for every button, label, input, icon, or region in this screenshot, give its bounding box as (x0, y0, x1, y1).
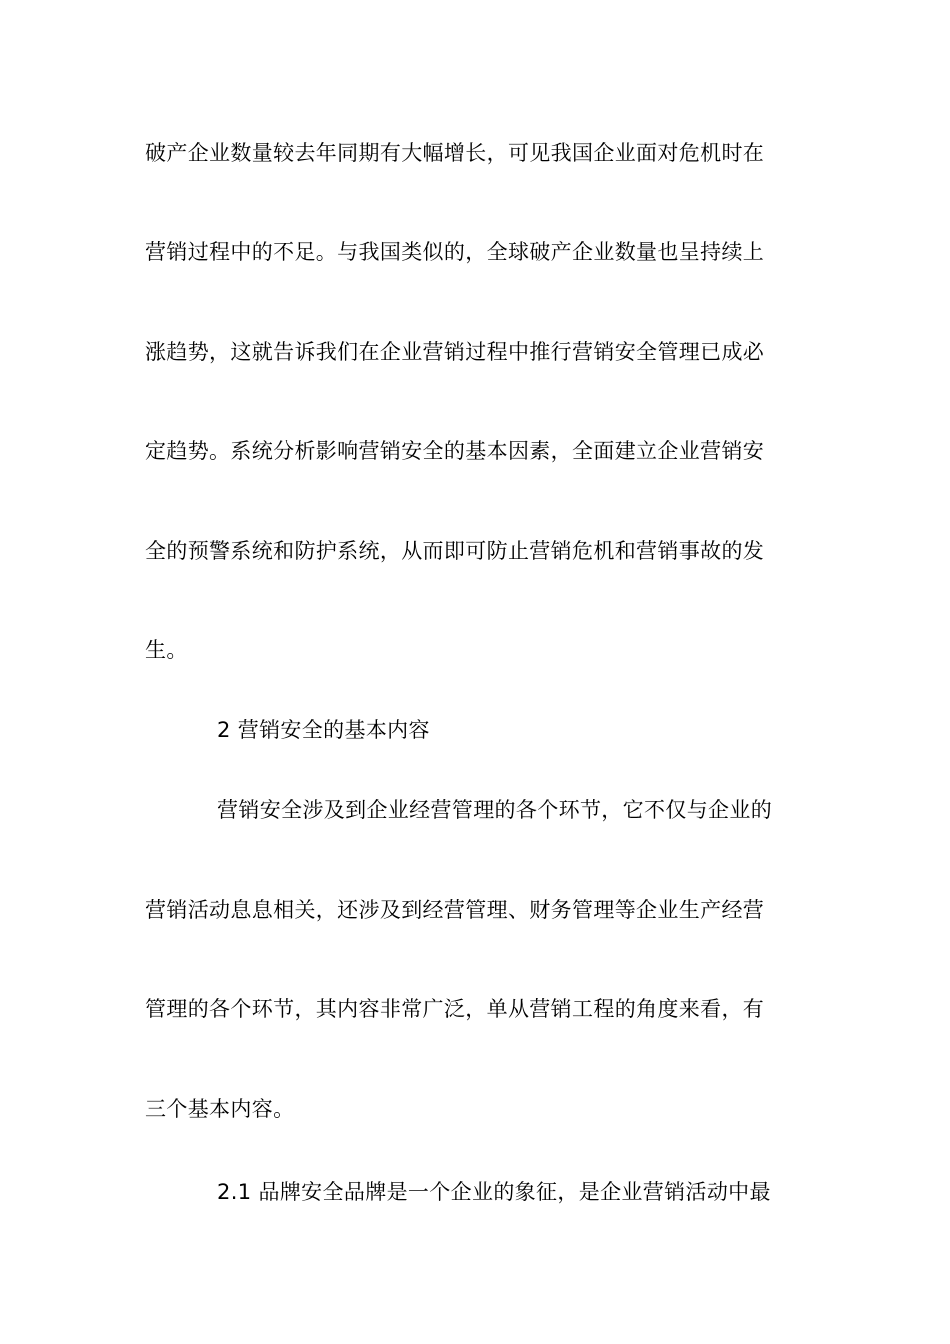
section-heading: 2 营销安全的基本内容 (217, 718, 430, 742)
text-line: 涨趋势，这就告诉我们在企业营销过程中推行营销安全管理已成必 (145, 340, 765, 364)
text-line: 全的预警系统和防护系统，从而即可防止营销危机和营销事故的发 (145, 539, 765, 563)
text-line: 定趋势。系统分析影响营销安全的基本因素，全面建立企业营销安 (145, 439, 765, 463)
text-line: 营销安全涉及到企业经营管理的各个环节，它不仅与企业的 (217, 798, 773, 822)
text-line: 管理的各个环节，其内容非常广泛，单从营销工程的角度来看，有 (145, 997, 765, 1021)
text-line: 破产企业数量较去年同期有大幅增长，可见我国企业面对危机时在 (145, 141, 765, 165)
text-line: 三个基本内容。 (145, 1097, 295, 1121)
text-line: 营销过程中的不足。与我国类似的，全球破产企业数量也呈持续上 (145, 240, 765, 264)
text-line: 2.1 品牌安全品牌是一个企业的象征，是企业营销活动中最 (217, 1180, 771, 1204)
text-line: 生。 (145, 638, 188, 662)
text-line: 营销活动息息相关，还涉及到经营管理、财务管理等企业生产经营 (145, 898, 765, 922)
